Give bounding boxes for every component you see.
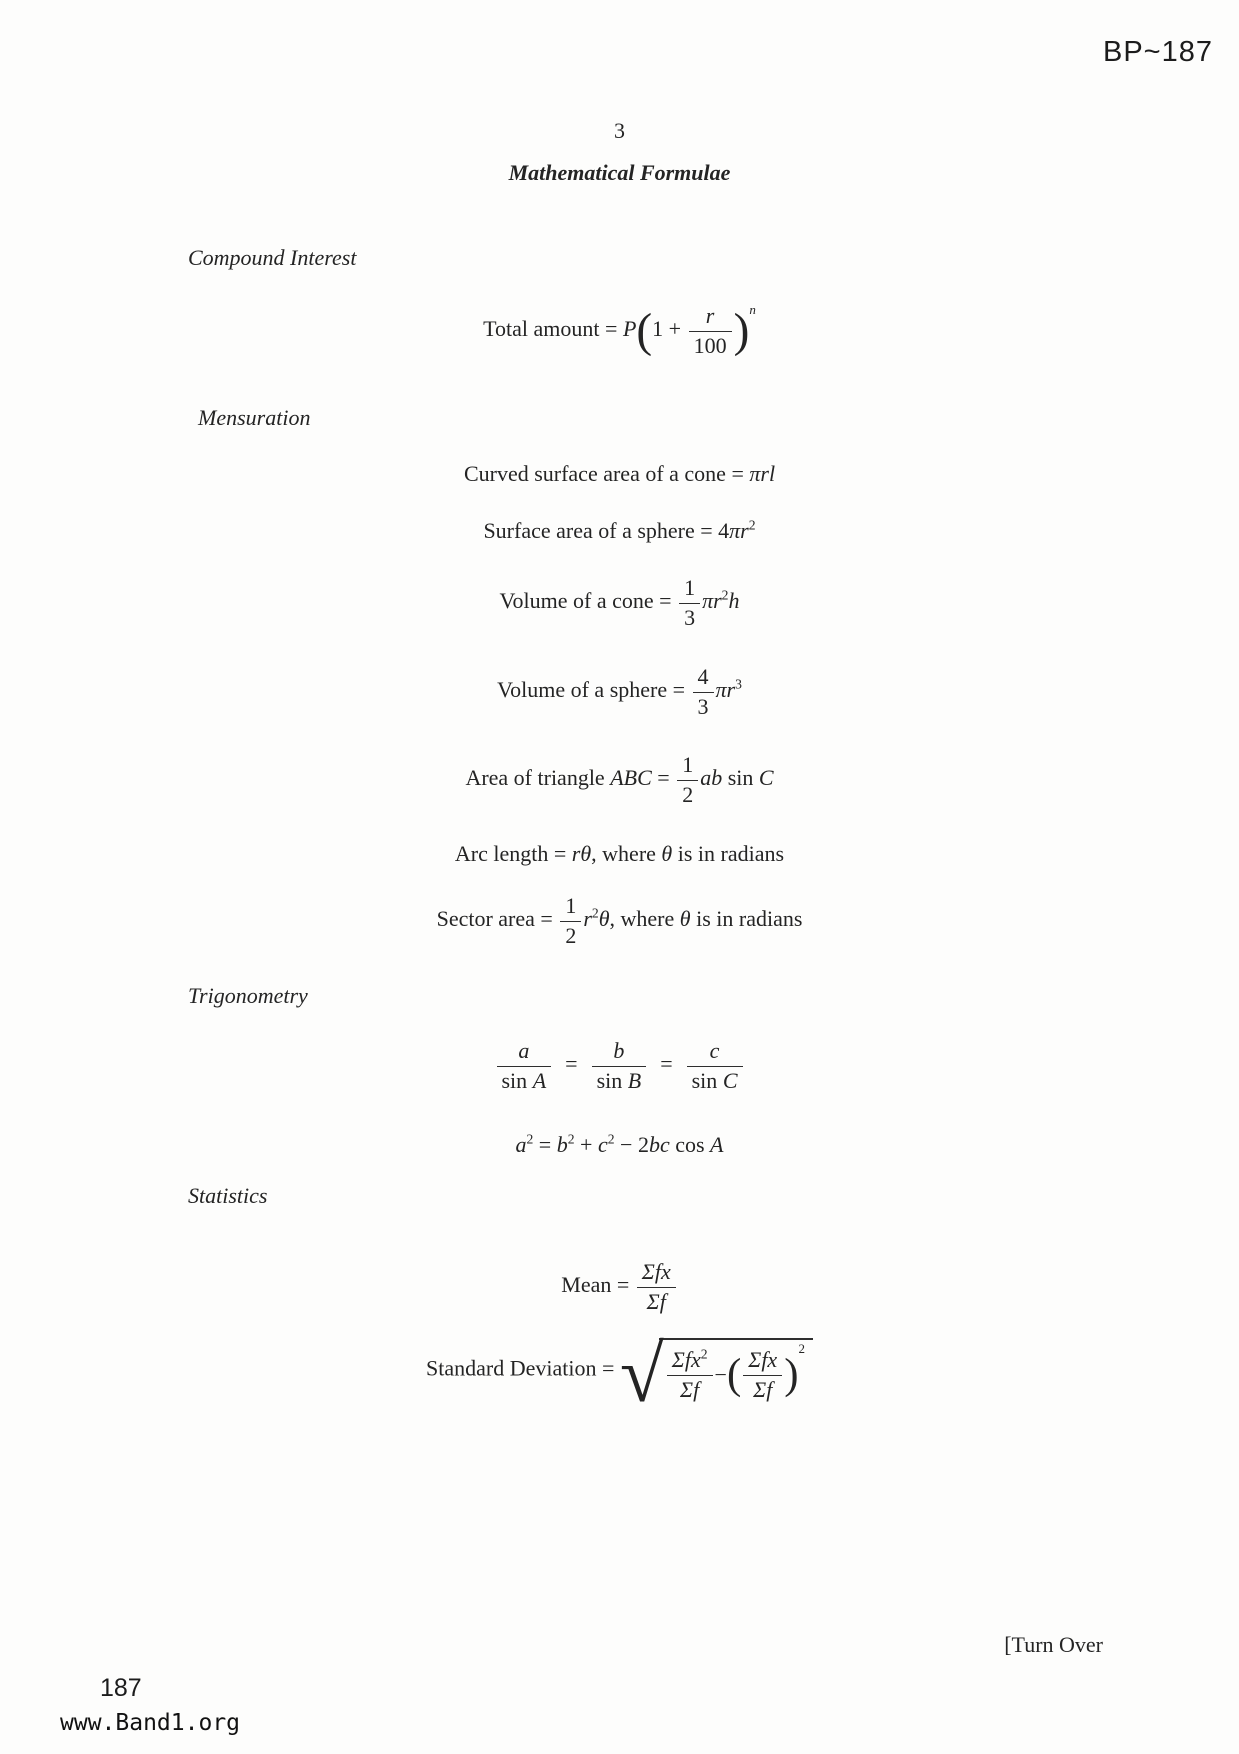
numerator: 1 (682, 752, 694, 777)
formula-label: Standard Deviation = (425, 1355, 620, 1381)
formula-label: Surface area of a sphere = (483, 518, 719, 543)
denominator: Σf (667, 1375, 713, 1403)
variable: bc (648, 1132, 670, 1157)
variable: θ (661, 841, 673, 866)
formula-text: is in radians (672, 841, 785, 866)
exponent: 2 (591, 905, 599, 921)
heading-statistics: Statistics (188, 1183, 268, 1208)
footer-website: www.Band1.org (60, 1710, 241, 1736)
expression: rθ (571, 841, 592, 866)
formula-label: Sector area = (436, 906, 559, 932)
function-name: sin (691, 1068, 723, 1093)
denominator: 2 (560, 921, 581, 949)
exponent: 2 (748, 517, 756, 533)
variable: c (597, 1132, 608, 1157)
formula-standard-deviation (0, 1330, 1239, 1419)
formula-text: , where (591, 841, 662, 866)
exponent: 2 (607, 1131, 615, 1147)
formula-cosine-rule (0, 1132, 1239, 1158)
denominator: 2 (677, 780, 698, 808)
variable: B (627, 1068, 642, 1093)
formula-sector-area (0, 893, 1239, 949)
formula-label: Total amount = (483, 316, 623, 342)
numerator: a (518, 1038, 530, 1063)
heading-mensuration: Mensuration (198, 405, 311, 430)
formula-text: 1 + (652, 316, 687, 342)
numerator: 1 (565, 893, 577, 918)
fraction (590, 1038, 649, 1094)
variable: h (728, 588, 740, 614)
fraction (687, 303, 734, 359)
close-paren: ) (733, 305, 750, 357)
numerator: Σfx (641, 1259, 671, 1284)
fraction (558, 893, 583, 949)
denominator: 100 (689, 331, 732, 359)
exponent: 2 (798, 1341, 805, 1356)
denominator (592, 1066, 647, 1094)
page-number: 3 (614, 118, 625, 143)
variable: πr (702, 588, 722, 614)
function-name: cos (669, 1132, 711, 1157)
denominator: Σf (637, 1287, 676, 1315)
formula-label: Volume of a sphere = (497, 677, 691, 703)
formula-sphere-surface (0, 518, 1239, 544)
variable: b (556, 1132, 568, 1157)
function-name: sin (722, 765, 759, 791)
variable: θ (679, 906, 691, 932)
numerator: 1 (684, 575, 696, 600)
variable: ab (700, 765, 723, 791)
formula-arc-length (0, 841, 1239, 867)
function-name: sin (501, 1068, 533, 1093)
heading-trigonometry: Trigonometry (188, 983, 308, 1008)
fraction (635, 1259, 678, 1315)
numerator: Σfx$^2$ (671, 1346, 708, 1372)
page-title: Mathematical Formulae (508, 160, 731, 185)
heading-compound-interest: Compound Interest (188, 245, 357, 270)
coefficient: 4 (718, 518, 730, 543)
exponent: 3 (735, 676, 742, 692)
formula-cone-volume (0, 575, 1239, 631)
variable: C (758, 765, 774, 791)
corner-code: BP~187 (1102, 36, 1213, 68)
formula-label: Curved surface area of a cone = (463, 461, 750, 486)
equals-sign: = (651, 765, 676, 791)
turn-over-note: [Turn Over (1004, 1632, 1103, 1657)
formula-mean (0, 1259, 1239, 1315)
exponent: 2 (526, 1131, 534, 1147)
formula-cone-surface (0, 461, 1239, 487)
variable: P (622, 316, 637, 342)
variable: ABC (610, 765, 652, 791)
variable: A (710, 1132, 724, 1157)
formula-label: Mean = (561, 1272, 635, 1298)
formula-total-amount (0, 303, 1239, 359)
expression: πrl (749, 461, 776, 486)
numerator: Σfx (748, 1347, 778, 1372)
operator: − 2 (614, 1132, 649, 1157)
denominator: 3 (693, 692, 714, 720)
fraction (495, 1038, 554, 1094)
numerator: b (613, 1038, 625, 1063)
numerator: r (705, 303, 715, 328)
denominator: Σf (743, 1375, 782, 1403)
equals-sign: = (565, 1051, 578, 1077)
footer-page-number: 187 (100, 1674, 142, 1702)
formula-text: is in radians (690, 906, 803, 932)
fraction (741, 1347, 784, 1403)
fraction (675, 752, 700, 808)
equals-sign: = (533, 1132, 557, 1157)
function-name: sin (596, 1068, 628, 1093)
exponent: n (749, 302, 756, 318)
numerator: c (709, 1038, 720, 1063)
numerator: 4 (697, 664, 709, 689)
fraction (685, 1038, 745, 1094)
formula-triangle-area (0, 752, 1239, 808)
formula-sine-rule (0, 1038, 1239, 1094)
formula-label: Arc length = (454, 841, 572, 866)
square-root: √ $\frac{\Sigma fx^2}{\Sigma f}$ − ( $\frac{\text{Σfx}}{\Sigma f}$ ) 2 (620, 1338, 813, 1403)
variable: πr (729, 518, 749, 543)
formula-label: Volume of a cone = (499, 588, 678, 614)
fraction (691, 664, 716, 720)
formula-text: , where (609, 906, 680, 932)
operator: + (574, 1132, 598, 1157)
fraction (677, 575, 702, 631)
radicand: $\frac{\Sigma fx^2}{\Sigma f}$ − ( $\frac{\text{Σfx}}{\Sigma f}$ ) 2 (659, 1338, 813, 1403)
exponent: 2 (700, 1346, 708, 1362)
exponent: 2 (721, 587, 729, 603)
variable: a (515, 1132, 527, 1157)
variable: πr (715, 677, 736, 703)
exponent: 2 (567, 1131, 575, 1147)
formula-label: Area of triangle (465, 765, 611, 791)
equals-sign: = (660, 1051, 673, 1077)
variable: C (722, 1068, 738, 1093)
open-paren: ( (636, 305, 653, 357)
operator: − (714, 1362, 727, 1387)
fraction (665, 1347, 715, 1403)
variable: r (583, 906, 592, 932)
variable: θ (598, 906, 610, 932)
variable: A (532, 1068, 547, 1093)
denominator (687, 1066, 743, 1094)
denominator: 3 (679, 603, 700, 631)
formula-sphere-volume (0, 664, 1239, 720)
denominator (497, 1066, 552, 1094)
